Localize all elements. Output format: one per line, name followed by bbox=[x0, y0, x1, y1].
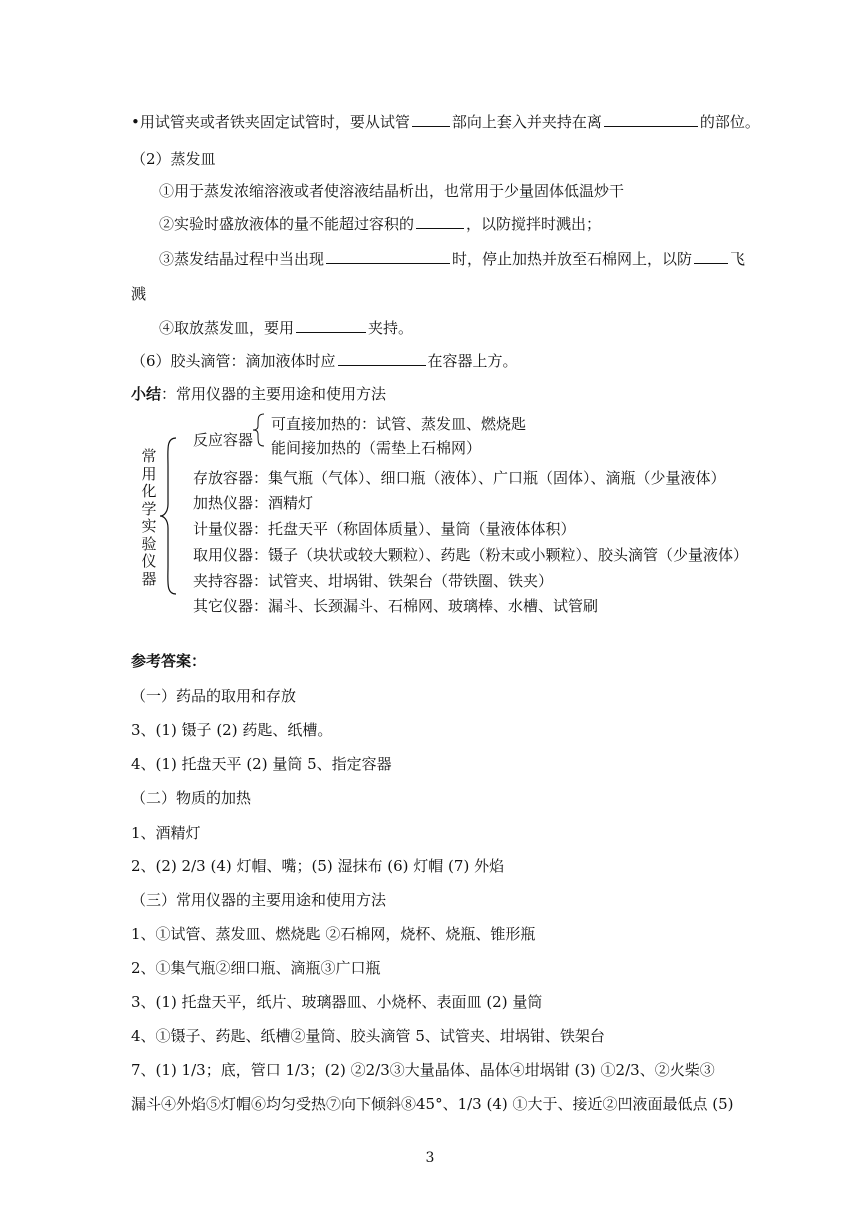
text-segment: （6）胶头滴管：滴加液体时应 bbox=[131, 352, 336, 370]
text-segment: ②实验时盛放液体的量不能超过容积的 bbox=[159, 215, 415, 233]
answer-blank bbox=[604, 111, 698, 127]
text-segment: 的部位。 bbox=[699, 113, 760, 131]
answer-line: （二）物质的加热 bbox=[131, 789, 252, 807]
text-segment: 部向上套入并夹持在离 bbox=[451, 113, 602, 131]
list-item bbox=[159, 317, 413, 338]
text-segment: 在容器上方。 bbox=[427, 352, 518, 370]
answer-line: 3、(1) 托盘天平，纸片、玻璃器皿、小烧杯、表面皿 (2) 量筒 bbox=[131, 993, 543, 1011]
taking-line: 取用仪器：镊子（块状或较大颗粒）、药匙（粉末或小颗粒）、胶头滴管（少量液体） bbox=[193, 546, 749, 564]
text-segment: 时，停止加热并放至石棉网上，以防 bbox=[452, 250, 693, 268]
heating-line: 加热仪器：酒精灯 bbox=[193, 494, 314, 512]
answer-line: 4、①镊子、药匙、纸槽②量筒、胶头滴管 5、试管夹、坩埚钳、铁架台 bbox=[131, 1027, 605, 1045]
answer-line: 2、①集气瓶②细口瓶、滴瓶③广口瓶 bbox=[131, 959, 381, 977]
list-item bbox=[159, 248, 745, 269]
answers-title: 参考答案： bbox=[131, 652, 207, 670]
answer-line: （一）药品的取用和存放 bbox=[131, 687, 297, 705]
dropper-line bbox=[131, 350, 518, 371]
answer-line: 1、酒精灯 bbox=[131, 824, 201, 842]
answer-blank bbox=[416, 213, 464, 229]
list-item bbox=[159, 213, 601, 234]
text-segment: ④取放蒸发皿，要用 bbox=[159, 319, 295, 337]
summary-label: 小结 bbox=[131, 385, 162, 403]
curly-brace-icon bbox=[158, 436, 178, 596]
text-segment: ③蒸发结晶过程中当出现 bbox=[159, 250, 325, 268]
summary-title: ：常用仪器的主要用途和使用方法 bbox=[161, 385, 387, 403]
vertical-title: 常用化学实验仪器 bbox=[141, 447, 157, 588]
text-segment: •用试管夹或者铁夹固定试管时，要从试管 bbox=[131, 113, 410, 131]
section-heading: （2）蒸发皿 bbox=[131, 150, 216, 168]
other-line: 其它仪器：漏斗、长颈漏斗、石棉网、玻璃棒、水槽、试管刷 bbox=[193, 597, 599, 615]
answer-blank bbox=[338, 350, 426, 366]
indirect-heat-line: 能间接加热的（需垫上石棉网） bbox=[271, 439, 482, 457]
page-number: 3 bbox=[425, 1150, 435, 1166]
list-item: ①用于蒸发浓缩溶液或者使溶液结晶析出，也常用于少量固体低温炒干 bbox=[159, 182, 625, 200]
holding-line: 夹持容器：试管夹、坩埚钳、铁架台（带铁圈、铁夹） bbox=[193, 572, 554, 590]
answer-line: 7、(1) 1/3；底，管口 1/3；(2) ②2/3③大量晶体、晶体④坩埚钳 (3) ①2/3、②火柴③ bbox=[131, 1061, 715, 1079]
summary-heading bbox=[131, 384, 386, 404]
answer-blank bbox=[326, 248, 450, 264]
answer-blank bbox=[694, 248, 728, 264]
answer-line: 1、①试管、蒸发皿、燃烧匙 ②石棉网，烧杯、烧瓶、锥形瓶 bbox=[131, 925, 536, 943]
measuring-line: 计量仪器：托盘天平（称固体质量）、量筒（量液体体积） bbox=[193, 520, 576, 538]
answer-line: 4、(1) 托盘天平 (2) 量筒 5、指定容器 bbox=[131, 755, 392, 773]
text-segment: 夹持。 bbox=[368, 319, 414, 337]
storage-line: 存放容器：集气瓶（气体）、细口瓶（液体）、广口瓶（固体）、滴瓶（少量液体） bbox=[193, 469, 726, 487]
text-segment: ，以防搅拌时溅出； bbox=[466, 215, 602, 233]
answer-line: 3、(1) 镊子 (2) 药匙、纸槽。 bbox=[131, 721, 333, 739]
answer-blank bbox=[412, 111, 450, 127]
direct-heat-line: 可直接加热的：试管、蒸发皿、燃烧匙 bbox=[271, 415, 527, 433]
text-segment: 飞 bbox=[730, 250, 746, 268]
answer-line: 漏斗④外焰⑤灯帽⑥均匀受热⑦向下倾斜⑧45°、1/3 (4) ①大于、接近②凹液面最低点 (5) bbox=[131, 1095, 734, 1113]
test-tube-clamp-line bbox=[131, 111, 760, 132]
reaction-container-label: 反应容器 bbox=[193, 431, 254, 449]
answer-blank bbox=[296, 317, 366, 333]
answer-line: 2、(2) 2/3 (4) 灯帽、嘴；(5) 湿抹布 (6) 灯帽 (7) 外焰 bbox=[131, 857, 505, 875]
wrapped-text: 溅 bbox=[131, 285, 147, 303]
answer-line: （三）常用仪器的主要用途和使用方法 bbox=[131, 891, 387, 909]
